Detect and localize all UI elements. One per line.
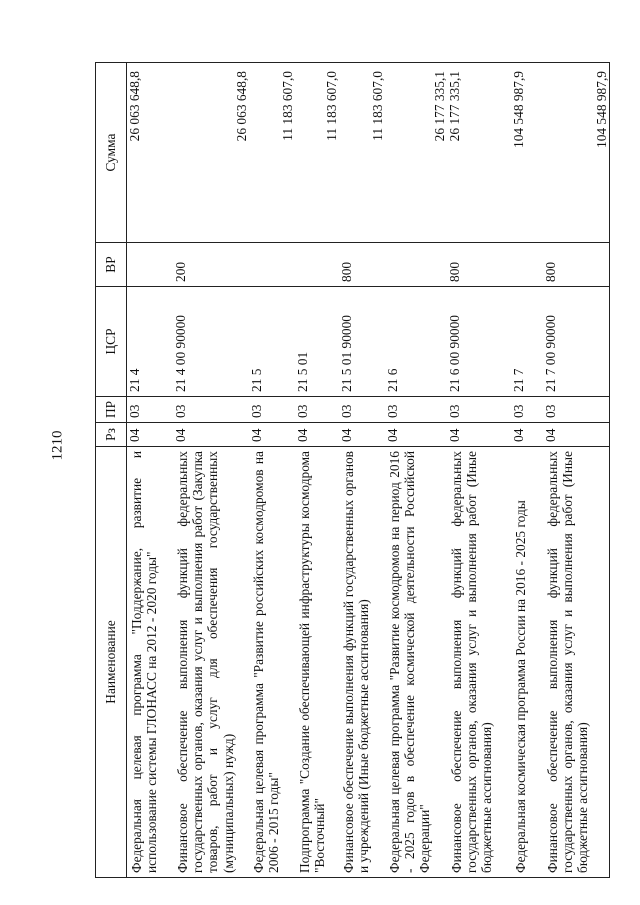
row-name: Федеральная космическая программа России на 2016 - 2025 годы xyxy=(511,447,543,878)
row-sum: 11 183 607,0 xyxy=(295,63,339,243)
row-name: Федеральная целевая программа "Поддержание, развитие и использование системы ГЛОНАСС на 2012 - 2020 годы" xyxy=(127,447,174,878)
row-vr xyxy=(127,243,174,287)
page-number: 1210 xyxy=(49,430,66,461)
row-csr: 21 7 00 90000 xyxy=(543,287,610,397)
row-sum: 26 063 648,8 xyxy=(127,63,174,243)
row-vr xyxy=(385,243,447,287)
budget-table-container xyxy=(95,63,609,878)
row-sum: 26 177 335,1 xyxy=(447,63,511,243)
row-pr: 03 xyxy=(511,397,543,423)
row-rz: 04 xyxy=(447,423,511,447)
row-name: Финансовое обеспечение выполнения функций государственных органов и учреждений (Иные бюджетные ассигнования) xyxy=(339,447,385,878)
table-row xyxy=(295,63,339,878)
header-rz: Рз xyxy=(96,423,127,447)
table-row xyxy=(543,63,610,878)
row-name: Финансовое обеспечение выполнения функций федеральных государственных органов, оказания услуг и выполнения работ (Иные бюджетные ассигнования) xyxy=(543,447,610,878)
row-sum: 104 548 987,9 xyxy=(511,63,543,243)
budget-table xyxy=(95,62,610,878)
row-sum: 11 183 607,0 xyxy=(339,63,385,243)
row-pr: 03 xyxy=(447,397,511,423)
row-name: Федеральная целевая программа "Развитие космодромов на период 2016 - 2025 годов в обеспечение космической деятельности Российской Федерации" xyxy=(385,447,447,878)
row-csr: 21 6 00 90000 xyxy=(447,287,511,397)
row-pr: 03 xyxy=(127,397,174,423)
row-sum: 26 177 335,1 xyxy=(385,63,447,243)
row-sum: 26 063 648,8 xyxy=(173,63,249,243)
row-csr: 21 5 01 xyxy=(295,287,339,397)
row-pr: 03 xyxy=(295,397,339,423)
row-csr: 21 5 01 90000 xyxy=(339,287,385,397)
row-rz: 04 xyxy=(249,423,295,447)
row-csr: 21 5 xyxy=(249,287,295,397)
row-name: Федеральная целевая программа "Развитие российских космодромов на 2006 - 2015 годы" xyxy=(249,447,295,878)
rotated-table-wrapper xyxy=(95,63,609,878)
row-vr xyxy=(511,243,543,287)
row-rz: 04 xyxy=(543,423,610,447)
row-rz: 04 xyxy=(173,423,249,447)
header-sum: Сумма xyxy=(96,63,127,243)
row-pr: 03 xyxy=(543,397,610,423)
header-vr: ВР xyxy=(96,243,127,287)
table-row xyxy=(447,63,511,878)
row-rz: 04 xyxy=(385,423,447,447)
row-sum: 11 183 607,0 xyxy=(249,63,295,243)
row-rz: 04 xyxy=(295,423,339,447)
table-row xyxy=(511,63,543,878)
row-csr: 21 4 00 90000 xyxy=(173,287,249,397)
row-csr: 21 6 xyxy=(385,287,447,397)
row-name: Подпрограмма "Создание обеспечивающей инфраструктуры космодрома "Восточный" xyxy=(295,447,339,878)
row-vr: 800 xyxy=(447,243,511,287)
header-name: Наименование xyxy=(96,447,127,878)
row-vr xyxy=(295,243,339,287)
row-pr: 03 xyxy=(173,397,249,423)
row-vr: 800 xyxy=(339,243,385,287)
row-csr: 21 7 xyxy=(511,287,543,397)
row-pr: 03 xyxy=(385,397,447,423)
row-name: Финансовое обеспечение выполнения функций федеральных государственных органов, оказания услуг и выполнения работ (Закупка товаров, работ и услуг для обеспечения государственных (муниципальных) нужд) xyxy=(173,447,249,878)
table-row xyxy=(127,63,174,878)
row-pr: 03 xyxy=(249,397,295,423)
header-pr: ПР xyxy=(96,397,127,423)
row-csr: 21 4 xyxy=(127,287,174,397)
table-row xyxy=(173,63,249,878)
row-vr: 200 xyxy=(173,243,249,287)
row-rz: 04 xyxy=(339,423,385,447)
row-vr: 800 xyxy=(543,243,610,287)
table-row xyxy=(339,63,385,878)
row-vr xyxy=(249,243,295,287)
table-row xyxy=(385,63,447,878)
table-row xyxy=(249,63,295,878)
row-rz: 04 xyxy=(511,423,543,447)
header-csr: ЦСР xyxy=(96,287,127,397)
row-sum: 104 548 987,9 xyxy=(543,63,610,243)
table-header-row xyxy=(96,63,127,878)
row-rz: 04 xyxy=(127,423,174,447)
row-name: Финансовое обеспечение выполнения функций федеральных государственных органов, оказания услуг и выполнения работ (Иные бюджетные ассигнования) xyxy=(447,447,511,878)
row-pr: 03 xyxy=(339,397,385,423)
